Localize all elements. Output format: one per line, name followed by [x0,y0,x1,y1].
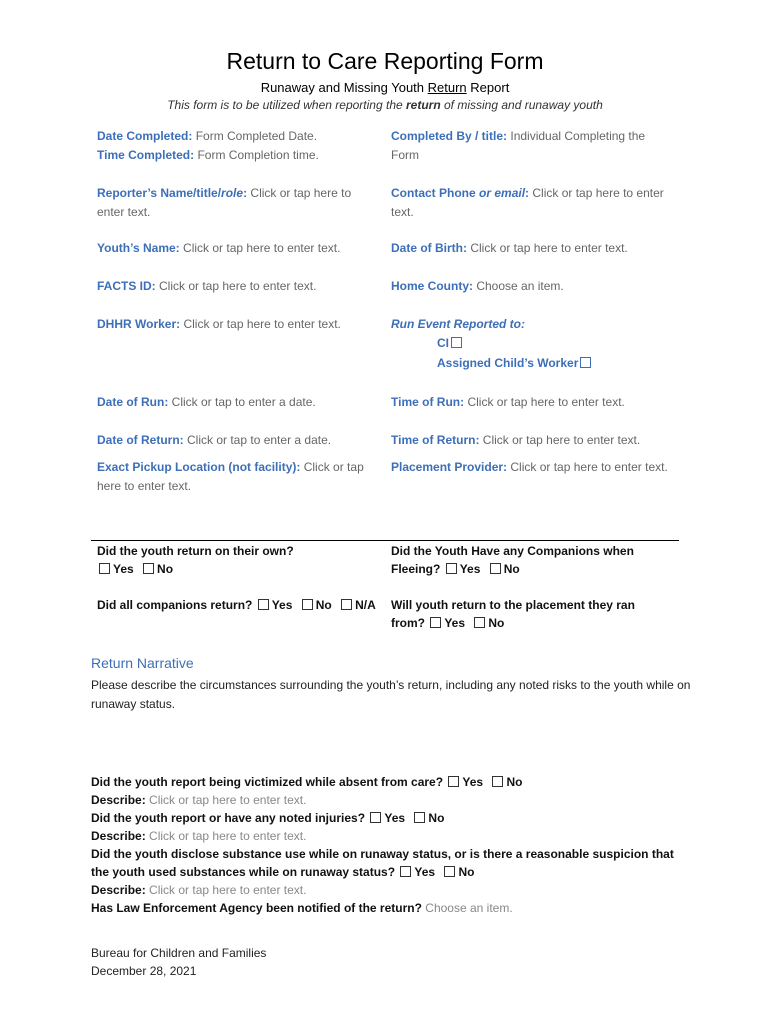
run-event-field [391,315,676,334]
dhhr-worker-label: DHHR Worker: [97,317,181,331]
contact-value[interactable]: Click or tap here to enter text. [391,186,664,219]
run-event-label-text: Run Event Reported to: [391,317,525,331]
page-title: Return to Care Reporting Form [226,48,544,74]
question-law-enforcement [91,899,691,917]
injuries-describe-value[interactable]: Click or tap here to enter text. [149,829,307,843]
contact-label-italic: or email [479,186,526,200]
return-own-no-label: No [157,562,174,576]
return-placement-text: Will youth return to the placement they ran from? [391,598,635,630]
injuries-describe-label: Describe: [91,829,146,843]
reporter-label [97,186,247,200]
reporter-label-post: : [243,186,248,200]
injuries-yes-label: Yes [384,811,406,825]
contact-field[interactable] [391,184,676,222]
contact-label-post: : [525,186,530,200]
placement-value[interactable]: Click or tap here to enter text. [510,460,668,474]
companions-return-no-label: No [315,598,332,612]
companions-text: Did the Youth Have any Companions when Fleeing? [391,544,634,576]
section-divider [91,540,679,541]
date-of-run-field[interactable] [97,393,372,412]
date-completed-field[interactable] [97,127,372,165]
companions-return-text: Did all companions return? [97,598,253,612]
run-event-label [391,317,525,331]
question-victimized [91,773,691,791]
substance-no-label: No [458,865,475,879]
pickup-label: Exact Pickup Location (not facility): [97,460,301,474]
companions-return-na-label: N/A [355,598,376,612]
footer-date: December 28, 2021 [91,964,197,978]
facts-id-value[interactable]: Click or tap here to enter text. [159,279,317,293]
intro-text [0,98,770,112]
reporter-field[interactable] [97,184,372,222]
injuries-describe[interactable] [91,827,691,845]
home-county-field[interactable] [391,277,676,296]
subtitle-post: Report [466,80,510,95]
time-of-return-label: Time of Return: [391,433,480,447]
question-return-placement [391,596,661,632]
placement-field[interactable] [391,458,676,477]
return-placement-yes-checkbox[interactable] [430,617,441,628]
question-companions-return [97,596,387,614]
companions-yes-checkbox[interactable] [446,563,457,574]
question-return-own [97,542,367,578]
page-subtitle [0,80,770,95]
facts-id-field[interactable] [97,277,372,296]
victimized-yes-checkbox[interactable] [448,776,459,787]
intro-bold: return [406,98,441,112]
dhhr-worker-value[interactable]: Click or tap here to enter text. [183,317,341,331]
date-completed-label: Date Completed: [97,129,193,143]
time-completed-value[interactable]: Form Completion time. [197,148,319,162]
date-of-return-value[interactable]: Click or tap to enter a date. [187,433,332,447]
completed-by-field[interactable] [391,127,676,165]
substance-yes-checkbox[interactable] [400,866,411,877]
run-event-ci-option[interactable] [437,334,465,353]
injuries-text: Did the youth report or have any noted injuries? [91,811,366,825]
narrative-heading: Return Narrative [91,655,194,671]
run-event-worker-label: Assigned Child’s Worker [437,356,579,370]
substance-describe-value[interactable]: Click or tap here to enter text. [149,883,307,897]
ci-checkbox[interactable] [451,337,462,348]
home-county-label: Home County: [391,279,473,293]
reporter-label-pre: Reporter’s Name/title/ [97,186,222,200]
pickup-value[interactable]: Click or tap here to enter text. [97,460,364,493]
time-of-run-label: Time of Run: [391,395,465,409]
home-county-select[interactable]: Choose an item. [476,279,564,293]
date-completed-value[interactable]: Form Completed Date. [195,129,318,143]
time-of-return-field[interactable] [391,431,676,450]
subtitle-underlined: Return [427,80,467,95]
dob-value[interactable]: Click or tap here to enter text. [470,241,628,255]
dob-field[interactable] [391,239,676,258]
return-placement-no-checkbox[interactable] [474,617,485,628]
victimized-describe[interactable] [91,791,691,809]
return-own-yes-checkbox[interactable] [99,563,110,574]
substance-yes-label: Yes [414,865,436,879]
victimized-yes-label: Yes [462,775,484,789]
facts-id-label: FACTS ID: [97,279,156,293]
footer-org: Bureau for Children and Families [91,946,267,960]
worker-checkbox[interactable] [580,357,591,368]
time-of-return-value[interactable]: Click or tap here to enter text. [482,433,641,447]
completed-by-label: Completed By / title: [391,129,508,143]
reporter-value[interactable]: Click or tap here to enter text. [97,186,352,219]
companions-return-yes-label: Yes [271,598,293,612]
youth-name-label: Youth’s Name: [97,241,180,255]
narrative-text: Please describe the circumstances surrounding the youth’s return, including any noted risks to the youth while on runaway status. [91,678,691,711]
contact-label-pre: Contact Phone [391,186,480,200]
companions-yes-label: Yes [459,562,481,576]
injuries-no-checkbox[interactable] [414,812,425,823]
victimized-describe-value[interactable]: Click or tap here to enter text. [149,793,307,807]
date-of-return-field[interactable] [97,431,372,450]
injuries-no-label: No [428,811,445,825]
question-companions [391,542,661,578]
completed-by-value[interactable]: Individual Completing the Form [391,129,646,162]
placement-label: Placement Provider: [391,460,508,474]
run-event-worker-option[interactable] [437,354,594,373]
pickup-field[interactable] [97,458,372,496]
companions-return-yes-checkbox[interactable] [258,599,269,610]
return-own-yes-label: Yes [113,562,134,576]
law-text: Has Law Enforcement Agency been notified of the return? [91,901,422,915]
youth-name-value[interactable]: Click or tap here to enter text. [183,241,341,255]
law-enforcement-select[interactable]: Choose an item. [425,901,513,915]
intro-post: of missing and runaway youth [440,98,603,112]
youth-name-field[interactable] [97,239,372,258]
companions-return-na-checkbox[interactable] [341,599,352,610]
companions-no-checkbox[interactable] [490,563,501,574]
victimized-describe-label: Describe: [91,793,146,807]
return-placement-yes-label: Yes [444,616,466,630]
subtitle-pre: Runaway and Missing Youth [260,80,428,95]
date-of-run-value[interactable]: Click or tap to enter a date. [171,395,316,409]
injuries-yes-checkbox[interactable] [370,812,381,823]
time-of-run-field[interactable] [391,393,676,412]
companions-return-no-checkbox[interactable] [302,599,313,610]
victimized-no-checkbox[interactable] [492,776,503,787]
substance-no-checkbox[interactable] [444,866,455,877]
substance-describe-label: Describe: [91,883,146,897]
dob-label: Date of Birth: [391,241,467,255]
substance-text: Did the youth disclose substance use while on runaway status, or is there a reasonable suspicion that the youth used substances while on runaway status? [91,847,674,879]
victimized-no-label: No [506,775,523,789]
companions-no-label: No [503,562,520,576]
date-of-run-label: Date of Run: [97,395,169,409]
reporter-label-italic: role [221,186,244,200]
intro-pre: This form is to be utilized when reporting the [167,98,406,112]
date-of-return-label: Date of Return: [97,433,184,447]
return-placement-no-label: No [488,616,505,630]
question-injuries [91,809,691,827]
contact-label [391,186,529,200]
return-own-text: Did the youth return on their own? [97,544,294,558]
question-substance [91,845,691,881]
victimized-text: Did the youth report being victimized while absent from care? [91,775,444,789]
return-own-no-checkbox[interactable] [143,563,154,574]
time-of-run-value[interactable]: Click or tap here to enter text. [467,395,625,409]
dhhr-worker-field[interactable] [97,315,372,334]
run-event-ci-label: CI [437,336,449,350]
time-completed-label: Time Completed: [97,148,195,162]
substance-describe[interactable] [91,881,691,899]
